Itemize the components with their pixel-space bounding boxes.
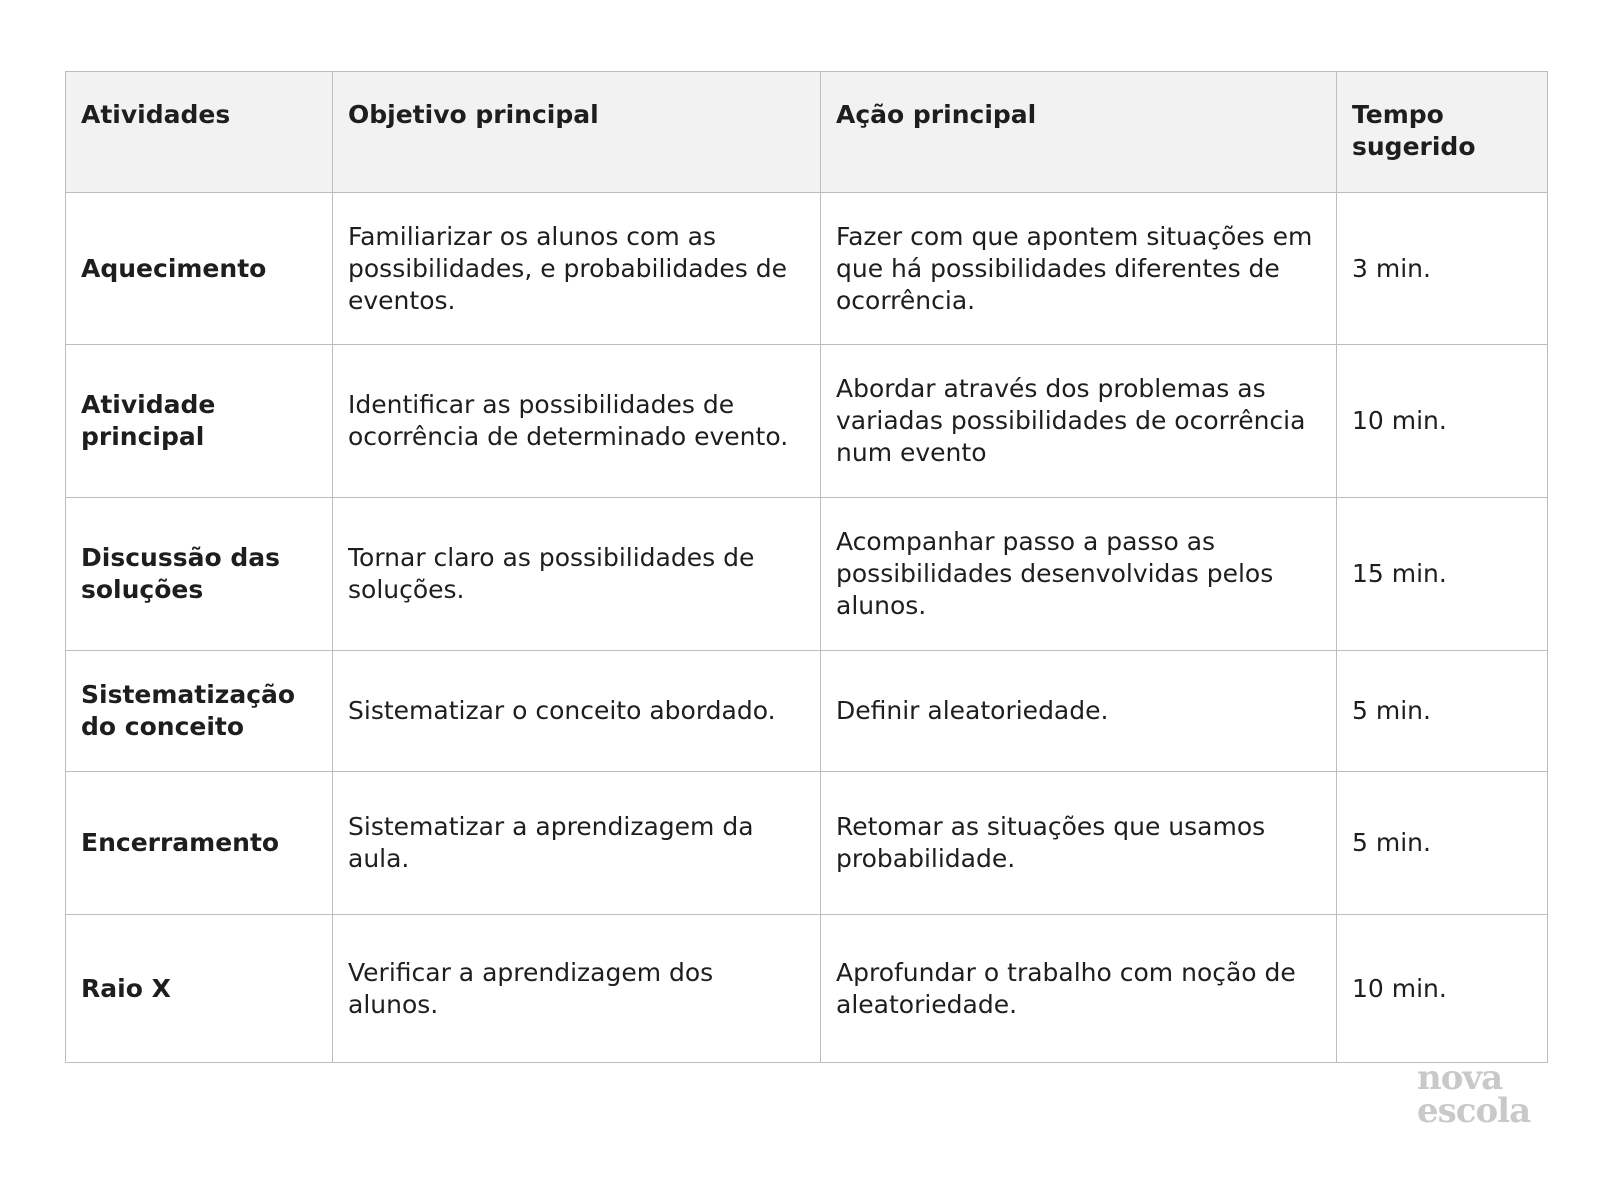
table-body (66, 193, 1548, 1063)
time-cell: 10 min. (1337, 915, 1548, 1063)
action-cell: Acompanhar passo a passo as possibilidades desenvolvidas pelos alunos. (821, 498, 1337, 651)
objective-cell: Familiarizar os alunos com as possibilidades, e probabilidades de eventos. (333, 193, 821, 345)
table-header (66, 72, 1548, 193)
activity-cell: Raio X (66, 915, 333, 1063)
objective-cell: Identificar as possibilidades de ocorrência de determinado evento. (333, 345, 821, 498)
time-cell: 15 min. (1337, 498, 1548, 651)
table-row (66, 193, 1548, 345)
table-row (66, 651, 1548, 772)
action-cell: Retomar as situações que usamos probabilidade. (821, 772, 1337, 915)
header-main-objective: Objetivo principal (333, 72, 821, 193)
table-row (66, 345, 1548, 498)
table-row (66, 915, 1548, 1063)
header-main-action: Ação principal (821, 72, 1337, 193)
action-cell: Fazer com que apontem situações em que há possibilidades diferentes de ocorrência. (821, 193, 1337, 345)
activity-cell: Sistematização do conceito (66, 651, 333, 772)
activity-cell: Aquecimento (66, 193, 333, 345)
header-row (66, 72, 1548, 193)
time-cell: 10 min. (1337, 345, 1548, 498)
objective-cell: Sistematizar o conceito abordado. (333, 651, 821, 772)
lesson-plan-table (65, 71, 1548, 1063)
table-row (66, 772, 1548, 915)
header-activities: Atividades (66, 72, 333, 193)
time-cell: 3 min. (1337, 193, 1548, 345)
activity-cell: Encerramento (66, 772, 333, 915)
activity-cell: Atividade principal (66, 345, 333, 498)
action-cell: Aprofundar o trabalho com noção de aleatoriedade. (821, 915, 1337, 1063)
action-cell: Abordar através dos problemas as variadas possibilidades de ocorrência num evento (821, 345, 1337, 498)
objective-cell: Sistematizar a aprendizagem da aula. (333, 772, 821, 915)
objective-cell: Tornar claro as possibilidades de soluções. (333, 498, 821, 651)
logo-line-nova: nova (1417, 1058, 1503, 1098)
time-cell: 5 min. (1337, 772, 1548, 915)
header-suggested-time: Tempo sugerido (1337, 72, 1548, 193)
action-cell: Definir aleatoriedade. (821, 651, 1337, 772)
logo-line-escola: escola (1417, 1091, 1531, 1131)
nova-escola-logo (1417, 1058, 1537, 1131)
objective-cell: Verificar a aprendizagem dos alunos. (333, 915, 821, 1063)
time-cell: 5 min. (1337, 651, 1548, 772)
table-row (66, 498, 1548, 651)
activity-cell: Discussão das soluções (66, 498, 333, 651)
